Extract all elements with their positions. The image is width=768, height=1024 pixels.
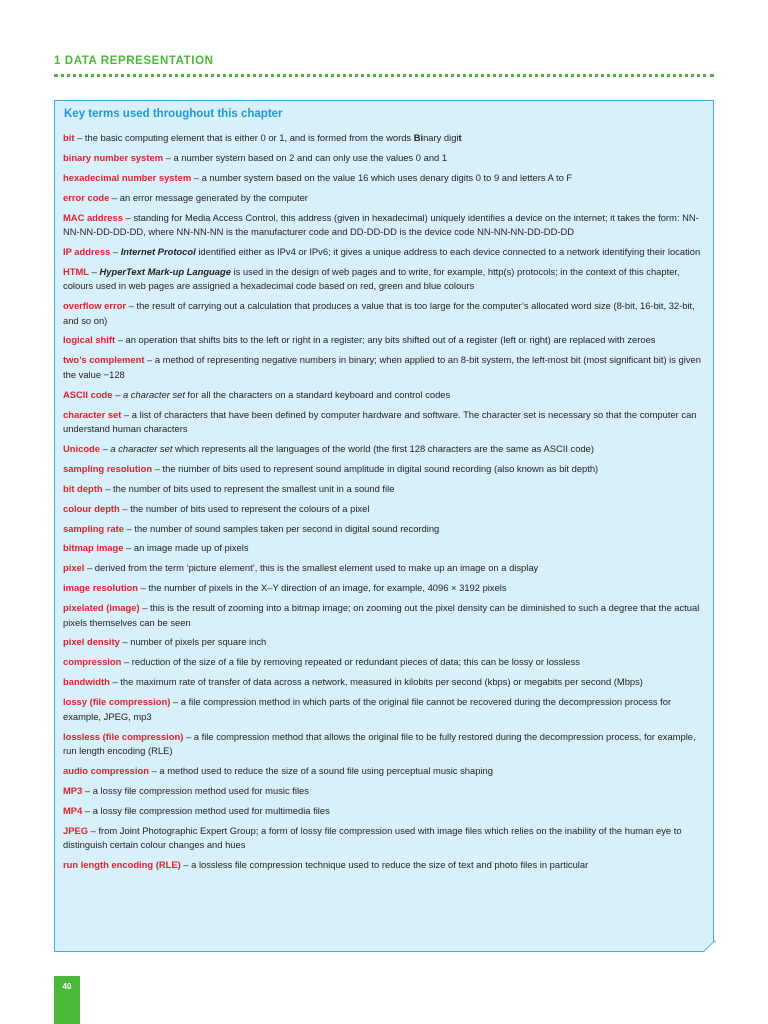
term-label: two’s complement: [63, 354, 145, 366]
term-entry-audio-compression: [63, 764, 708, 778]
term-label: ASCII code: [63, 388, 113, 400]
term-label: run length encoding (RLE): [63, 858, 181, 870]
page-number: 40: [62, 982, 72, 991]
term-definition: – a file compression method that allows the original file to be fully restored during the decompression process, for example, run length encoding (RLE): [63, 730, 696, 756]
term-label: bit: [63, 132, 75, 143]
term-definition: – derived from the term ‘picture element’, this is the smallest element used to make up an image on a display: [86, 562, 539, 574]
term-entry-hexadecimal-number-system: [63, 171, 708, 185]
term-label: bitmap image: [63, 542, 124, 554]
term-expansion: Internet Protocol: [120, 245, 196, 257]
page-number-tab: [54, 976, 80, 1024]
term-entry-run-length-encoding: [63, 858, 708, 872]
term-separator: –: [112, 388, 123, 400]
term-label: pixelated (image): [63, 602, 140, 614]
term-definition: – a number system based on the value 16 which uses denary digits 0 to 9 and letters A to F: [193, 171, 573, 183]
term-label: compression: [63, 656, 122, 668]
term-emphasis: a character set: [122, 388, 185, 400]
term-definition: – a lossless file compression technique used to reduce the size of text and photo files in particular: [183, 858, 589, 870]
term-definition: – a method of representing negative numbers in binary; when applied to an 8-bit system, the left-most bit (most significant bit) is given the value −128: [63, 354, 701, 380]
term-label: MP4: [63, 804, 83, 816]
term-label: binary number system: [63, 151, 164, 163]
term-label: image resolution: [63, 582, 139, 594]
term-entry-bit-depth: [63, 482, 708, 496]
term-separator: –: [110, 245, 121, 257]
term-entry-mp4: [63, 804, 708, 818]
term-entry-ip-address: [63, 245, 708, 259]
term-label: bit depth: [63, 482, 103, 494]
term-definition: – the basic computing element that is either 0 or 1, and is formed from the words: [77, 132, 414, 143]
term-definition: – a lossy file compression method used for multimedia files: [84, 804, 330, 816]
term-entry-colour-depth: [63, 502, 708, 516]
term-definition: – a file compression method in which parts of the original file cannot be recovered during the decompression process for example, JPEG, mp3: [63, 696, 672, 722]
term-label: bandwidth: [63, 676, 110, 688]
term-label: colour depth: [63, 502, 120, 514]
term-entry-character-set: [63, 408, 708, 437]
term-label: Unicode: [63, 442, 100, 454]
term-label: MAC address: [63, 211, 123, 223]
term-label: pixel density: [63, 636, 120, 648]
key-terms-list: [63, 131, 708, 878]
term-entry-bandwidth: [63, 675, 708, 689]
term-entry-logical-shift: [63, 333, 708, 347]
term-definition: – the number of bits used to represent the colours of a pixel: [122, 502, 370, 514]
term-entry-error-code: [63, 191, 708, 205]
term-definition: which represents all the languages of the world (the first 128 characters are the same as ASCII code): [172, 442, 595, 454]
term-definition: – an operation that shifts bits to the left or right in a register; any bits shifted out of a register (left or right) are replaced with zeroes: [117, 334, 656, 346]
term-definition: for all the characters on a standard keyboard and control codes: [184, 388, 451, 400]
term-entry-binary-number-system: [63, 151, 708, 165]
term-label: lossless (file compression): [63, 730, 184, 742]
term-definition: – the number of sound samples taken per second in digital sound recording: [126, 522, 440, 534]
term-entry-bitmap-image: [63, 541, 708, 555]
term-definition: – from Joint Photographic Expert Group; a form of lossy file compression used with image files which relies on the inability of the human eye to distinguish certain colour changes and hues: [63, 824, 682, 850]
term-label: audio compression: [63, 764, 149, 776]
term-entry-unicode: [63, 442, 708, 456]
term-entry-ascii-code: [63, 388, 708, 402]
term-definition: nary digi: [423, 132, 459, 143]
term-entry-pixelated-image: [63, 601, 708, 630]
term-separator: –: [99, 442, 111, 454]
term-definition: – the number of pixels in the X–Y direction of an image, for example, 4096 × 3192 pixels: [140, 582, 507, 594]
folded-corner-icon: [704, 940, 716, 952]
term-entry-lossless-file-compression: [63, 730, 708, 759]
term-definition-bold: t: [458, 132, 462, 143]
term-definition: identified either as IPv4 or IPv6; it gives a unique address to each device connected to a network identifying their location: [195, 245, 701, 257]
term-definition: – the result of carrying out a calculation that produces a value that is too large for the computer’s allocated word size (8-bit, 16-bit, 32-bit, and so on): [63, 300, 695, 326]
term-entry-compression: [63, 655, 708, 669]
term-definition: – a lossy file compression method used for music files: [84, 784, 309, 796]
term-entry-sampling-rate: [63, 522, 708, 536]
term-entry-lossy-file-compression: [63, 695, 708, 724]
term-label: HTML: [63, 265, 90, 277]
chapter-title: 1 DATA REPRESENTATION: [54, 55, 214, 67]
term-label: sampling rate: [63, 522, 124, 534]
term-label: error code: [63, 191, 110, 203]
term-label: pixel: [63, 562, 85, 574]
term-definition: – the number of bits used to represent sound amplitude in digital sound recording (also known as bit depth): [154, 462, 599, 474]
term-definition: – this is the result of zooming into a bitmap image; on zooming out the pixel density can be diminished to such a degree that the actual pixels themselves can be seen: [63, 602, 700, 628]
term-emphasis: a character set: [110, 442, 173, 454]
term-definition: – a number system based on 2 and can only use the values 0 and 1: [165, 151, 448, 163]
term-entry-jpeg: [63, 824, 708, 853]
term-definition: – reduction of the size of a file by removing repeated or redundant pieces of data; this can be lossy or lossless: [123, 656, 580, 668]
term-entry-twos-complement: [63, 353, 708, 382]
term-definition: – standing for Media Access Control, this address (given in hexadecimal) uniquely identifies a device on the internet; it takes the form: NN-NN-NN-DD-DD-DD, where NN-NN-NN is the manufacturer code and DD-DD-DD is the device code NN-NN-NN-DD-DD-DD: [63, 211, 699, 238]
term-expansion: HyperText Mark-up Language: [99, 265, 231, 277]
term-entry-pixel: [63, 561, 708, 575]
term-definition: – an image made up of pixels: [126, 542, 249, 554]
term-entry-overflow-error: [63, 299, 708, 328]
term-label: sampling resolution: [63, 462, 153, 474]
term-label: MP3: [63, 784, 83, 796]
term-definition: – an error message generated by the computer: [111, 191, 308, 203]
term-definition: – a method used to reduce the size of a sound file using perceptual music shaping: [151, 764, 493, 776]
term-label: character set: [63, 408, 122, 420]
key-terms-title: Key terms used throughout this chapter: [64, 108, 283, 120]
term-definition: – the maximum rate of transfer of data across a network, measured in kilobits per second (kbps) or megabits per second (Mbps): [112, 676, 643, 688]
term-entry-image-resolution: [63, 581, 708, 595]
term-entry-pixel-density: [63, 635, 708, 649]
term-definition: is used in the design of web pages and to write, for example, http(s) protocols; in the context of this chapter, colours used in web pages are assigned a hexadecimal code based on red, green and blue colours: [63, 265, 680, 292]
term-definition: – a list of characters that have been defined by computer hardware and software. The character set is necessary so that the computer can understand human characters: [63, 408, 697, 434]
term-entry-mac-address: [63, 211, 708, 240]
term-entry-sampling-resolution: [63, 462, 708, 476]
term-label: logical shift: [63, 334, 116, 346]
term-entry-mp3: [63, 784, 708, 798]
term-separator: –: [89, 265, 100, 277]
term-entry-bit: [63, 131, 708, 145]
term-definition: – number of pixels per square inch: [122, 636, 267, 648]
term-definition: – the number of bits used to represent the smallest unit in a sound file: [105, 482, 395, 494]
term-definition-bold: Bi: [413, 132, 424, 143]
term-entry-html: [63, 265, 708, 294]
term-label: JPEG: [63, 824, 89, 836]
term-label: overflow error: [63, 300, 127, 312]
term-label: hexadecimal number system: [63, 171, 192, 183]
header-divider: [54, 74, 714, 77]
key-terms-box: [54, 100, 714, 952]
term-label: lossy (file compression): [63, 696, 171, 708]
term-label: IP address: [63, 245, 111, 257]
